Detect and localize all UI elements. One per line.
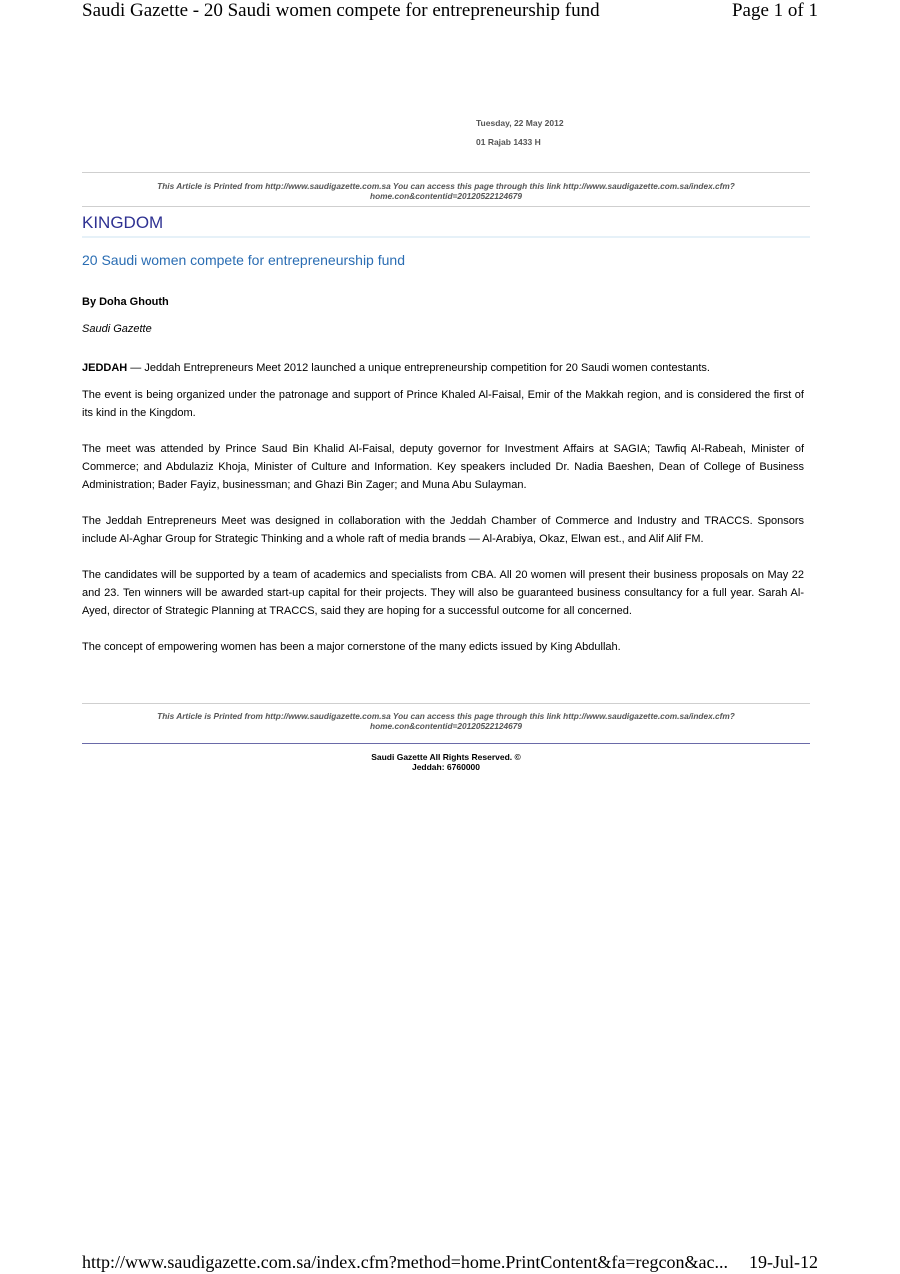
article-source: Saudi Gazette: [82, 323, 152, 335]
divider: [82, 172, 810, 173]
article-headline: 20 Saudi women compete for entrepreneurship fund: [82, 252, 405, 268]
gregorian-date: Tuesday, 22 May 2012: [476, 118, 564, 128]
print-notice-line2: home.con&contentid=20120522124679: [370, 191, 522, 201]
article-body: [82, 359, 804, 674]
print-header: [82, 0, 818, 24]
article-byline: By Doha Ghouth: [82, 296, 169, 308]
article-paragraph: The event is being organized under the patronage and support of Prince Khaled Al-Faisal, Emir of the Makkah region, and is considered the first of its kind in the Kingdom.: [82, 389, 804, 419]
print-footer-url: http://www.saudigazette.com.sa/index.cfm?method=home.PrintContent&fa=regcon&ac...: [82, 1252, 728, 1272]
article-dates: [476, 118, 564, 156]
copyright: [82, 752, 810, 772]
footer-divider: [82, 743, 810, 744]
copyright-line2: Jeddah: 6760000: [411, 762, 481, 772]
print-notice-line1: This Article is Printed from http://www.saudigazette.com.sa You can access this page through this link http://www.saudigazette.com.sa/index.cfm?: [157, 181, 735, 191]
article-paragraph: The meet was attended by Prince Saud Bin Khalid Al-Faisal, deputy governor for Investment Affairs at SAGIA; Tawfiq Al-Rabeah, Minister of Commerce; and Abdulaziz Khoja, Minister of Culture and Information. Key speakers included Dr. Nadia Baeshen, Dean of College of Business Administration; Bader Fayiz, businessman; and Ghazi Bin Zager; and Muna Abu Sulayman.: [82, 443, 804, 491]
hijri-date: 01 Rajab 1433 H: [476, 137, 541, 147]
print-notice-line2: home.con&contentid=20120522124679: [370, 721, 522, 731]
section-title: KINGDOM: [82, 213, 164, 232]
copyright-line1: Saudi Gazette All Rights Reserved. ©: [371, 752, 521, 762]
print-footer-date: 19-Jul-12: [749, 1252, 818, 1272]
article-paragraph: The Jeddah Entrepreneurs Meet was designed in collaboration with the Jeddah Chamber of Commerce and Industry and TRACCS. Sponsors include Al-Aghar Group for Strategic Thinking and a whole raft of media brands — Al-Arabiya, Okaz, Elwan est., and Alif Alif FM.: [82, 515, 804, 545]
dateline: JEDDAH: [82, 362, 128, 374]
section-divider: [82, 236, 810, 238]
article-lead: [82, 359, 804, 377]
print-header-title: Saudi Gazette - 20 Saudi women compete for entrepreneurship fund: [82, 0, 600, 21]
lead-text: — Jeddah Entrepreneurs Meet 2012 launched a unique entrepreneurship competition for 20 Saudi women contestants.: [127, 362, 710, 374]
print-footer: [82, 1252, 818, 1274]
print-notice-line1: This Article is Printed from http://www.saudigazette.com.sa You can access this page through this link http://www.saudigazette.com.sa/index.cfm?: [157, 711, 735, 721]
print-notice-bottom: [82, 711, 810, 731]
page-indicator: Page 1 of 1: [731, 0, 818, 21]
article-paragraph: The candidates will be supported by a team of academics and specialists from CBA. All 20 women will present their business proposals on May 22 and 23. Ten winners will be awarded start-up capital for their projects. They will also be guaranteed business consultancy for a full year. Sarah Al-Ayed, director of Strategic Planning at TRACCS, said they are hoping for a successful outcome for all concerned.: [82, 569, 804, 617]
divider: [82, 206, 810, 207]
divider: [82, 703, 810, 704]
print-notice-top: [82, 181, 810, 201]
article-paragraph: The concept of empowering women has been a major cornerstone of the many edicts issued by King Abdullah.: [82, 641, 621, 653]
